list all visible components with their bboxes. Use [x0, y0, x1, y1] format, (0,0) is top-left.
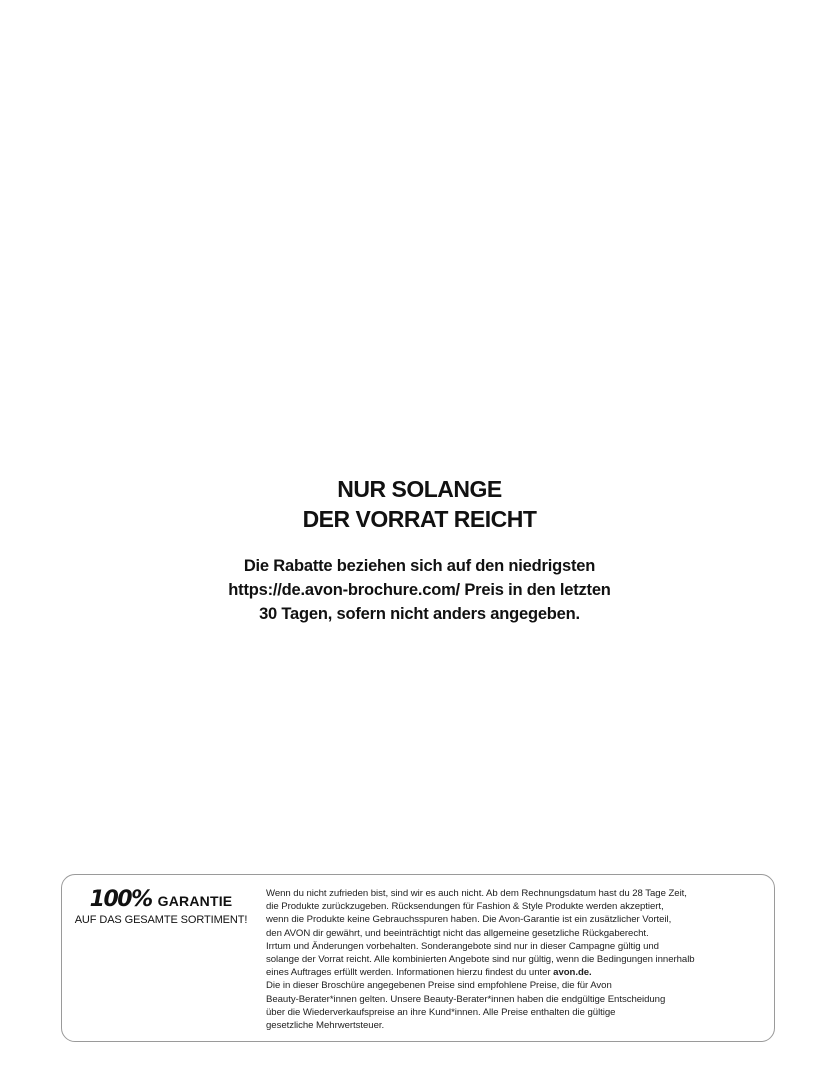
note-line-2: https://de.avon-brochure.com/ Preis in den letzten [228, 581, 611, 599]
legal-line: den AVON dir gewährt, und beeinträchtigt nicht das allgemeine gesetzliche Rückgaberecht. [266, 927, 649, 939]
legal-line: Wenn du nicht zufrieden bist, sind wir es auch nicht. Ab dem Rechnungsdatum hast du 28 Tage Zeit, [266, 888, 687, 899]
offer-heading [0, 474, 839, 534]
legal-line: über die Wiederverkaufspreise an ihre Kund*innen. Alle Preise enthalten die gültige [266, 1006, 616, 1018]
note-line-3: 30 Tagen, sofern nicht anders angegeben. [259, 605, 580, 623]
guarantee-title [70, 887, 252, 912]
discount-note [0, 554, 839, 626]
guarantee-badge [70, 887, 252, 926]
legal-line: gesetzliche Mehrwertsteuer. [266, 1020, 385, 1032]
legal-line: Die in dieser Broschüre angegebenen Preise sind empfohlene Preise, die für Avon [266, 980, 612, 992]
legal-line-prefix: eines Auftrages erfüllt werden. Informationen hierzu findest du unter [266, 967, 554, 979]
avon-website-link[interactable]: avon.de. [553, 967, 592, 979]
heading-line-1: NUR SOLANGE [337, 476, 502, 502]
heading-line-2: DER VORRAT REICHT [302, 506, 537, 532]
guarantee-footer-box [61, 874, 775, 1042]
guarantee-percent: 100% [89, 887, 152, 912]
legal-line: Beauty-Berater*innen gelten. Unsere Beauty-Berater*innen haben die endgültige Entscheidung [266, 993, 666, 1005]
legal-line-with-link [266, 966, 772, 979]
guarantee-word: GARANTIE [157, 893, 233, 909]
legal-line: die Produkte zurückzugeben. Rücksendungen für Fashion & Style Produkte werden akzeptiert, [266, 901, 664, 913]
legal-line: wenn die Produkte keine Gebrauchsspuren haben. Die Avon-Garantie ist ein zusätzlicher Vorteil, [266, 914, 672, 926]
legal-text [266, 887, 772, 1032]
legal-line: Irrtum und Änderungen vorbehalten. Sonderangebote sind nur in dieser Campagne gültig und [266, 940, 659, 952]
guarantee-subtitle: AUF DAS GESAMTE SORTIMENT! [74, 914, 248, 926]
legal-line: solange der Vorrat reicht. Alle kombinierten Angebote sind nur gültig, wenn die Bedingungen innerhalb [266, 954, 695, 966]
note-line-1: Die Rabatte beziehen sich auf den niedrigsten [243, 557, 596, 575]
